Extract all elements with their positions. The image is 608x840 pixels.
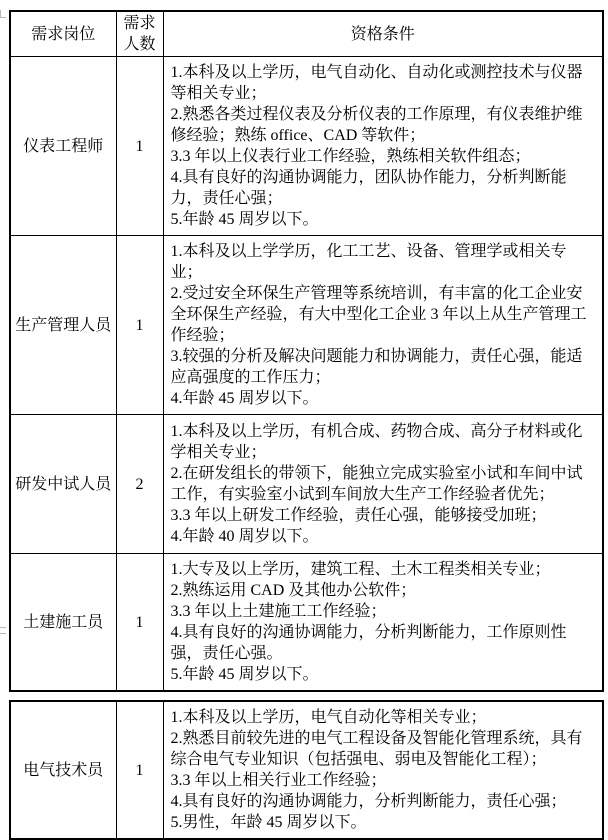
table-row xyxy=(10,236,603,415)
requirement-item: 4.年龄 45 周岁以下。 xyxy=(170,390,319,407)
headcount-cell: 1 xyxy=(116,236,163,415)
position-cell: 仪表工程师 xyxy=(10,57,116,236)
headcount-cell: 1 xyxy=(116,701,163,839)
table-row xyxy=(10,57,603,236)
requirement-item: 2.受过安全环保生产管理等系统培训，有丰富的化工企业安全环保生产经验，有大中型化工企业 3 年以上从生产管理工作经验； xyxy=(170,285,587,344)
position-cell: 电气技术员 xyxy=(10,701,116,839)
recruitment-table-main xyxy=(9,10,604,692)
main-table-body xyxy=(10,57,603,692)
requirement-item: 1.本科及以上学历，有机合成、药物合成、高分子材料或化学相关专业； xyxy=(170,423,583,461)
position-cell: 土建施工员 xyxy=(10,554,116,692)
requirement-item: 2.熟悉各类过程仪表及分析仪表的工作原理，有仪表维护维修经验；熟练 office、CAD 等软件； xyxy=(170,106,583,144)
requirement-item: 4.具有良好的沟通协调能力，分析判断能力，责任心强； xyxy=(170,793,567,810)
requirement-item: 3.3 年以上研发工作经验，责任心强，能够接受加班； xyxy=(170,507,547,524)
recruitment-table-electrical xyxy=(9,700,604,840)
requirement-item: 4.具有良好的沟通协调能力，团队协作能力，分析判断能力，责任心强； xyxy=(170,169,567,207)
requirement-item: 5.年龄 45 周岁以下。 xyxy=(170,211,319,228)
position-cell: 生产管理人员 xyxy=(10,236,116,415)
table-row xyxy=(10,554,603,692)
crop-artifact-left-gap xyxy=(0,627,6,634)
header-headcount: 需求人数 xyxy=(116,11,163,57)
requirement-item: 3.3 年以上仪表行业工作经验，熟练相关软件组态； xyxy=(170,148,531,165)
table-row xyxy=(10,701,603,839)
requirement-item: 1.本科及以上学学历，化工工艺、设备、管理学或相关专业； xyxy=(170,243,567,281)
requirement-item: 3.3 年以上土建施工工作经验； xyxy=(170,603,387,620)
requirements-cell xyxy=(163,554,603,692)
requirements-cell xyxy=(163,236,603,415)
headcount-cell: 2 xyxy=(116,415,163,554)
requirement-item: 2.熟练运用 CAD 及其他办公软件； xyxy=(170,582,417,599)
requirement-item: 2.在研发组长的带领下，能独立完成实验室小试和车间中试工作，有实验室小试到车间放大生产工作经验者优先； xyxy=(170,465,583,503)
requirement-item: 3.较强的分析及解决问题能力和协调能力，责任心强，能适应高强度的工作压力； xyxy=(170,348,583,386)
header-row xyxy=(10,11,603,57)
requirements-cell xyxy=(163,701,603,839)
table-row xyxy=(10,415,603,554)
requirement-item: 2.熟悉目前较先进的电气工程设备及智能化管理系统，具有综合电气专业知识（包括强电、弱电及智能化工程）； xyxy=(170,730,583,768)
requirements-cell xyxy=(163,415,603,554)
requirement-item: 1.本科及以上学历，电气自动化、自动化或测控技术与仪器等相关专业； xyxy=(170,64,583,102)
requirement-item: 5.男性，年龄 45 周岁以下。 xyxy=(170,814,367,831)
headcount-cell: 1 xyxy=(116,554,163,692)
crop-artifact-top-left xyxy=(0,10,6,18)
header-requirements: 资格条件 xyxy=(163,11,603,57)
document-page xyxy=(0,10,608,831)
requirement-item: 1.本科及以上学历，电气自动化等相关专业； xyxy=(170,709,487,726)
requirement-item: 4.年龄 40 周岁以下。 xyxy=(170,528,319,545)
position-cell: 研发中试人员 xyxy=(10,415,116,554)
requirements-cell xyxy=(163,57,603,236)
headcount-cell: 1 xyxy=(116,57,163,236)
header-position: 需求岗位 xyxy=(10,11,116,57)
requirement-item: 5.年龄 45 周岁以下。 xyxy=(170,666,319,683)
requirement-item: 3.3 年以上相关行业工作经验； xyxy=(170,772,387,789)
electrical-table-body xyxy=(10,701,603,839)
requirement-item: 4.具有良好的沟通协调能力，分析判断能力，工作原则性强，责任心强。 xyxy=(170,624,567,662)
requirement-item: 1.大专及以上学历，建筑工程、土木工程类相关专业； xyxy=(170,561,551,578)
